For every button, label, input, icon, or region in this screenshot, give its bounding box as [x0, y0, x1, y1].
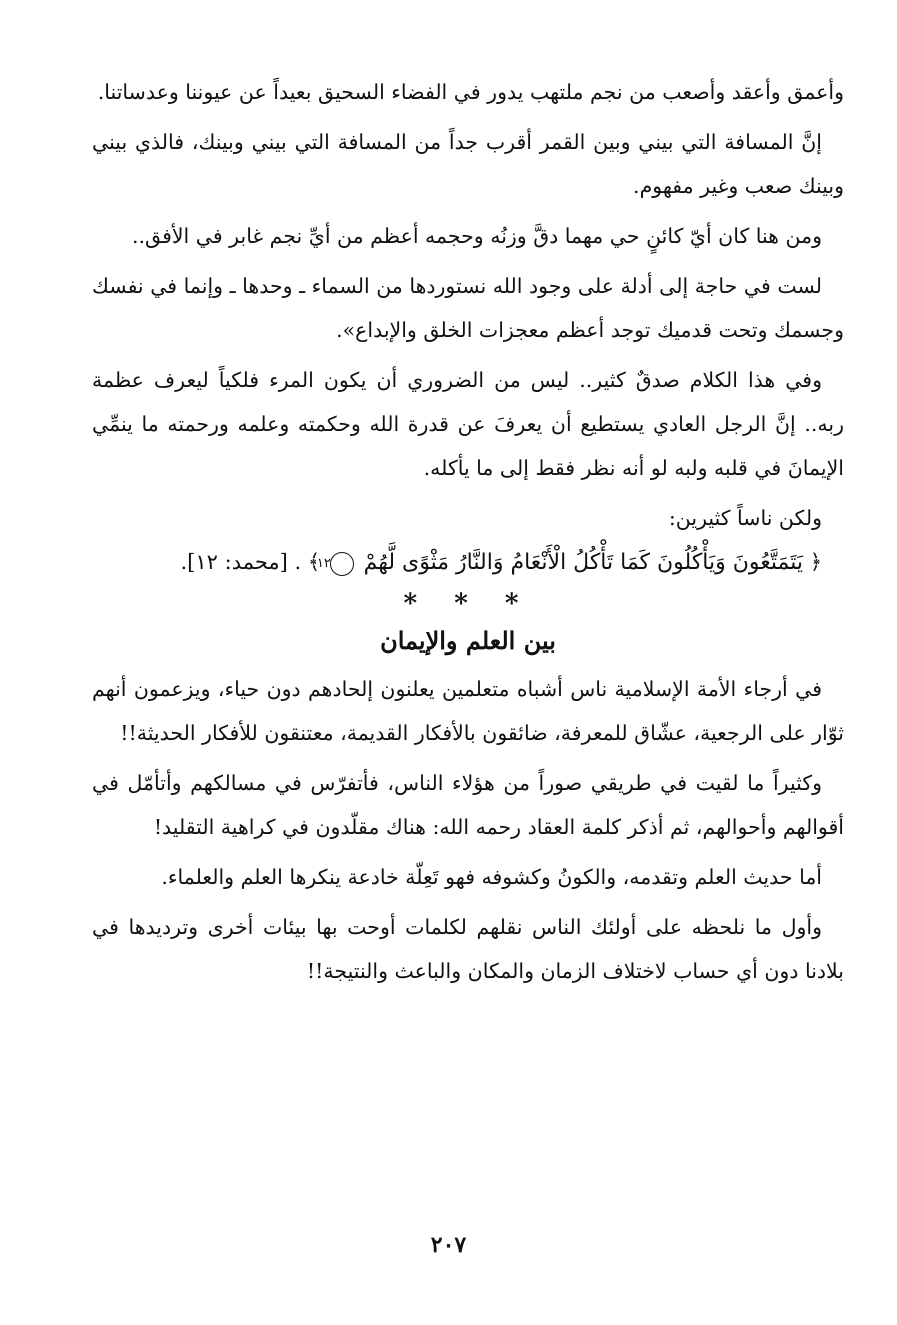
quran-verse-text: يَتَمَتَّعُونَ وَيَأْكُلُونَ كَمَا تَأْكُلُ الْأَنْعَامُ وَالنَّارُ مَثْوًى لَّهُمْ: [363, 550, 803, 575]
page-body: [92, 70, 844, 999]
section-title: بين العلم والإيمان: [380, 626, 556, 655]
quran-close-bracket: ﴾: [307, 550, 321, 574]
paragraph-8: وكثيراً ما لقيت في طريقي صوراً من هؤلاء الناس، فأتفرّس في مسالكهم وأتأمّل في أقوالهم وأحوالهم، ثم أذكر كلمة العقاد رحمه الله: هناك مقلّدون في كراهية التقليد!: [92, 771, 844, 839]
paragraph-10: وأول ما نلحظه على أولئك الناس نقلهم لكلمات أوحت بها بيئات أخرى وترديدها في بلادنا دون أي حساب لاختلاف الزمان والمكان والباعث والنتيجة!!: [92, 915, 844, 983]
paragraph-3: ومن هنا كان أيّ كائنٍ حي مهما دقَّ وزنُه وحجمه أعظم من أيِّ نجم غابر في الأفق..: [131, 224, 822, 248]
paragraph-5: وفي هذا الكلام صدقٌ كثير.. ليس من الضروري أن يكون المرء فلكياً ليعرف عظمة ربه.. إنَّ الرجل العادي يستطيع أن يعرفَ عن قدرة الله وحكمته وعلمه ورحمته ما ينمِّي الإيمانَ في قلبه ولبه لو أنه نظر فقط إلى ما يأكله.: [92, 368, 844, 480]
paragraph-2: إنَّ المسافة التي بيني وبين القمر أقرب جداً من المسافة التي بيني وبينك، فالذي بيني وبينك صعب وغير مفهوم.: [92, 130, 844, 198]
quran-verse-line: [92, 540, 844, 585]
paragraph-1: وأعمق وأعقد وأصعب من نجم ملتهب يدور في الفضاء السحيق بعيداً عن عيوننا وعدساتنا.: [97, 80, 844, 104]
paragraph-4: لست في حاجة إلى أدلة على وجود الله نستوردها من السماء ـ وحدها ـ وإنما في نفسك وجسمك وتحت قدميك توجد أعظم معجزات الخلق والإبداع».: [92, 274, 844, 342]
paragraph-7: في أرجاء الأمة الإسلامية ناس أشباه متعلمين يعلنون إلحادهم دون حياء، ويزعمون أنهم ثوّار على الرجعية، عشّاق للمعرفة، ضائقون بالأفكار القديمة، معتنقون للأفكار الحديثة!!: [92, 677, 844, 745]
quran-reference: . [محمد: ١٢].: [180, 550, 302, 574]
page-number: ٢٠٧: [430, 1232, 467, 1258]
section-separator: * * *: [403, 589, 533, 619]
paragraph-6: ولكن ناساً كثيرين:: [668, 506, 822, 530]
paragraph-9: أما حديث العلم وتقدمه، والكونُ وكشوفه فهو تَعِلّة خادعة ينكرها العلم والعلماء.: [161, 865, 822, 889]
quran-open-bracket: ﴿: [809, 550, 822, 574]
ayah-number-mark: ١٢: [330, 552, 354, 576]
